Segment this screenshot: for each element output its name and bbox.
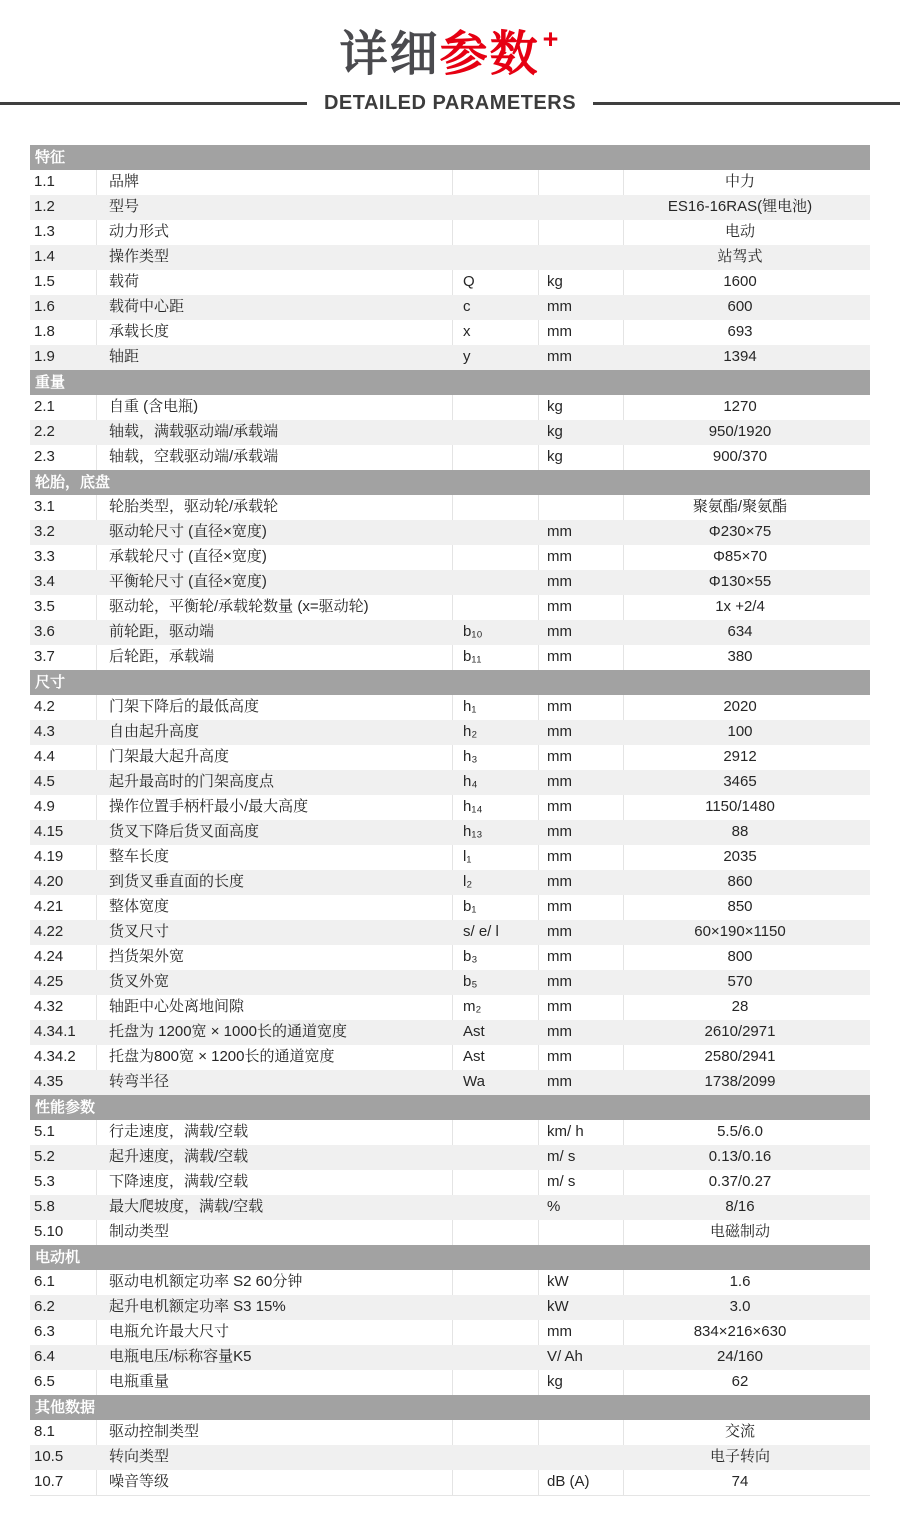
row-description: 平衡轮尺寸 (直径×宽度) — [109, 573, 267, 591]
table-row — [30, 1020, 870, 1045]
table-row — [30, 595, 870, 620]
row-unit: mm — [547, 1073, 572, 1091]
row-unit: mm — [539, 745, 624, 770]
row-index: 6.5 — [30, 1370, 97, 1395]
row-symbol: h₄ — [463, 773, 478, 791]
table-row — [30, 695, 870, 720]
row-symbol — [453, 1145, 539, 1170]
row-symbol — [453, 170, 539, 195]
row-value: 0.13/0.16 — [708, 1148, 772, 1166]
row-index: 6.3 — [30, 1320, 97, 1345]
table-row — [30, 995, 870, 1020]
row-value: Φ130×55 — [708, 573, 772, 591]
plus-icon: + — [542, 24, 561, 54]
section-header: 其他数据 — [30, 1395, 870, 1420]
table-row — [30, 295, 870, 320]
row-description: 动力形式 — [97, 220, 453, 245]
row-description: 货叉外宽 — [109, 973, 170, 991]
row-value: 693 — [727, 323, 753, 341]
row-value: 74 — [731, 1473, 749, 1491]
section-header: 重量 — [30, 370, 870, 395]
row-value: 88 — [731, 823, 749, 841]
row-unit: mm — [539, 595, 624, 620]
row-unit — [539, 220, 624, 245]
row-value: 5.5/6.0 — [717, 1123, 763, 1141]
row-unit: mm — [547, 773, 572, 791]
row-description: 操作类型 — [109, 248, 170, 266]
row-value: 2912 — [723, 748, 757, 766]
row-description: 门架最大起升高度 — [97, 745, 453, 770]
row-symbol — [453, 1345, 539, 1370]
row-description: 整车长度 — [97, 845, 453, 870]
row-symbol — [453, 1370, 539, 1395]
page-title — [0, 24, 900, 82]
row-unit: mm — [547, 973, 572, 991]
table-row — [30, 420, 870, 445]
row-value: 中力 — [724, 173, 755, 191]
row-value: 电磁制动 — [709, 1223, 770, 1241]
row-index: 1.4 — [34, 248, 55, 266]
row-value: 1270 — [723, 398, 757, 416]
row-unit: mm — [539, 995, 624, 1020]
row-description: 制动类型 — [97, 1220, 453, 1245]
table-row — [30, 345, 870, 370]
row-symbol — [453, 520, 539, 545]
row-description: 货叉尺寸 — [109, 923, 170, 941]
row-value: 1.6 — [729, 1273, 751, 1291]
row-index: 4.20 — [34, 873, 64, 891]
row-unit: V/ Ah — [547, 1348, 583, 1366]
row-description: 载荷中心距 — [109, 298, 185, 316]
row-symbol: b₅ — [463, 973, 478, 991]
row-index: 4.9 — [30, 795, 97, 820]
row-unit: m/ s — [547, 1148, 576, 1166]
row-description: 自由起升高度 — [109, 723, 200, 741]
row-index: 4.3 — [34, 723, 55, 741]
row-value: 3.0 — [729, 1298, 751, 1316]
row-index: 4.24 — [30, 945, 97, 970]
row-value: 1150/1480 — [705, 798, 775, 816]
row-value: 聚氨酯/聚氨酯 — [692, 498, 788, 516]
row-symbol — [453, 1420, 539, 1445]
divider-line-right — [593, 102, 900, 105]
row-symbol: Ast — [463, 1023, 485, 1041]
row-description: 门架下降后的最低高度 — [97, 695, 453, 720]
row-value: 电动 — [724, 223, 755, 241]
row-description: 到货叉垂直面的长度 — [109, 873, 245, 891]
row-index: 5.10 — [30, 1220, 97, 1245]
row-unit — [539, 170, 624, 195]
row-value: 0.37/0.27 — [708, 1173, 772, 1191]
table-row — [30, 770, 870, 795]
table-row — [30, 395, 870, 420]
row-index: 2.1 — [30, 395, 97, 420]
table-row — [30, 245, 870, 270]
table-row — [30, 495, 870, 520]
row-unit: mm — [539, 895, 624, 920]
row-symbol: h₂ — [463, 723, 478, 741]
row-unit: kg — [547, 423, 563, 441]
row-description: 电瓶电压/标称容量K5 — [109, 1348, 252, 1366]
row-index: 1.3 — [30, 220, 97, 245]
row-value: 1394 — [723, 348, 757, 366]
row-value: 交流 — [724, 1423, 755, 1441]
row-symbol — [453, 1295, 539, 1320]
row-value: 电子转向 — [709, 1448, 770, 1466]
row-unit: mm — [547, 623, 572, 641]
row-symbol — [453, 1120, 539, 1145]
row-unit: mm — [539, 845, 624, 870]
row-symbol — [453, 420, 539, 445]
row-unit: mm — [547, 523, 572, 541]
row-description: 货叉下降后货叉面高度 — [109, 823, 260, 841]
divider-line-left — [0, 102, 307, 105]
row-value: 834×216×630 — [693, 1323, 787, 1341]
row-unit: m/ s — [539, 1170, 624, 1195]
row-index: 5.2 — [34, 1148, 55, 1166]
row-unit: mm — [539, 320, 624, 345]
row-value: 570 — [727, 973, 753, 991]
table-row — [30, 1270, 870, 1295]
row-value: 600 — [727, 298, 753, 316]
table-row — [30, 970, 870, 995]
row-index: 4.15 — [34, 823, 64, 841]
page-header — [0, 0, 900, 115]
table-row — [30, 170, 870, 195]
row-value: 2020 — [723, 698, 757, 716]
row-symbol — [453, 1220, 539, 1245]
row-unit: mm — [539, 1045, 624, 1070]
row-unit — [539, 1220, 624, 1245]
table-row — [30, 1470, 870, 1495]
row-symbol — [453, 195, 539, 220]
row-description: 整体宽度 — [97, 895, 453, 920]
row-unit: mm — [539, 645, 624, 670]
row-unit: mm — [547, 873, 572, 891]
title-text-dark: 详细 — [339, 28, 440, 81]
row-value: 950/1920 — [708, 423, 772, 441]
row-unit: kg — [539, 445, 624, 470]
row-value: 28 — [731, 998, 749, 1016]
row-value: 60×190×1150 — [694, 923, 786, 941]
row-value: 1738/2099 — [704, 1073, 776, 1091]
section-header: 电动机 — [30, 1245, 870, 1270]
row-unit: mm — [547, 348, 572, 366]
row-symbol: b₁₁ — [453, 645, 539, 670]
row-index: 4.35 — [34, 1073, 64, 1091]
row-symbol — [453, 545, 539, 570]
row-description: 驱动轮，平衡轮/承载轮数量 (x=驱动轮) — [97, 595, 453, 620]
row-symbol: x — [453, 320, 539, 345]
row-symbol: y — [463, 348, 471, 366]
row-value: 2580/2941 — [704, 1048, 776, 1066]
row-symbol: b₃ — [453, 945, 539, 970]
row-unit — [539, 195, 624, 220]
section-header: 尺寸 — [30, 670, 870, 695]
table-row — [30, 845, 870, 870]
row-symbol: h₁₃ — [463, 823, 483, 841]
row-description: 转向类型 — [109, 1448, 170, 1466]
table-row — [30, 1445, 870, 1470]
row-value: 2610/2971 — [704, 1023, 776, 1041]
row-description: 行走速度，满载/空载 — [97, 1120, 453, 1145]
row-unit: mm — [547, 573, 572, 591]
row-index: 3.1 — [30, 495, 97, 520]
table-row — [30, 545, 870, 570]
row-index: 4.4 — [30, 745, 97, 770]
row-value: 850 — [727, 898, 753, 916]
row-index: 10.7 — [30, 1470, 97, 1495]
row-symbol — [453, 1470, 539, 1495]
row-symbol: Q — [453, 270, 539, 295]
row-symbol — [453, 245, 539, 270]
row-value: 634 — [727, 623, 753, 641]
row-value: 860 — [727, 873, 753, 891]
row-value: 380 — [727, 648, 753, 666]
table-row — [30, 745, 870, 770]
row-unit — [539, 1445, 624, 1470]
row-value: 800 — [727, 948, 753, 966]
row-description: 驱动电机额定功率 S2 60分钟 — [97, 1270, 453, 1295]
row-description: 品牌 — [97, 170, 453, 195]
row-value: 100 — [727, 723, 753, 741]
row-symbol: Wa — [463, 1073, 485, 1091]
row-value: 2035 — [723, 848, 757, 866]
row-index: 1.1 — [30, 170, 97, 195]
table-row — [30, 445, 870, 470]
row-index: 1.2 — [34, 198, 55, 216]
row-index: 4.2 — [30, 695, 97, 720]
row-unit: kg — [539, 395, 624, 420]
row-description: 电瓶允许最大尺寸 — [97, 1320, 453, 1345]
row-description: 起升最高时的门架高度点 — [109, 773, 275, 791]
section-header: 轮胎，底盘 — [30, 470, 870, 495]
row-description: 电瓶重量 — [97, 1370, 453, 1395]
table-row — [30, 1370, 870, 1395]
table-row — [30, 870, 870, 895]
section-header: 性能参数 — [30, 1095, 870, 1120]
row-description: 载荷 — [97, 270, 453, 295]
table-row — [30, 1170, 870, 1195]
row-unit: kg — [539, 270, 624, 295]
row-value: 3465 — [723, 773, 757, 791]
row-index: 10.5 — [34, 1448, 64, 1466]
row-index: 4.34.2 — [30, 1045, 97, 1070]
row-value: 900/370 — [712, 448, 768, 466]
table-row — [30, 1070, 870, 1095]
row-symbol: Ast — [453, 1045, 539, 1070]
row-symbol — [453, 495, 539, 520]
row-index: 5.3 — [30, 1170, 97, 1195]
row-symbol: h₁ — [453, 695, 539, 720]
table-row — [30, 895, 870, 920]
row-unit: kg — [539, 1370, 624, 1395]
row-index: 2.2 — [34, 423, 55, 441]
table-row — [30, 920, 870, 945]
row-value: Φ230×75 — [708, 523, 772, 541]
row-description: 轴距中心处离地间隙 — [97, 995, 453, 1020]
row-unit: kW — [539, 1270, 624, 1295]
row-index: 5.1 — [30, 1120, 97, 1145]
page-subtitle: DETAILED PARAMETERS — [323, 92, 577, 115]
row-symbol — [453, 445, 539, 470]
row-symbol: c — [463, 298, 471, 316]
row-description: 最大爬坡度，满载/空载 — [109, 1198, 264, 1216]
row-index: 1.6 — [34, 298, 55, 316]
table-row — [30, 720, 870, 745]
table-row — [30, 1045, 870, 1070]
table-row — [30, 645, 870, 670]
row-index: 4.5 — [34, 773, 55, 791]
table-row — [30, 795, 870, 820]
row-unit: mm — [539, 945, 624, 970]
row-description: 噪音等级 — [97, 1470, 453, 1495]
row-index: 3.6 — [34, 623, 55, 641]
row-unit — [539, 495, 624, 520]
row-index: 6.4 — [34, 1348, 55, 1366]
row-symbol — [453, 1270, 539, 1295]
row-index: 1.8 — [30, 320, 97, 345]
table-row — [30, 1345, 870, 1370]
row-index: 3.7 — [30, 645, 97, 670]
row-unit: km/ h — [539, 1120, 624, 1145]
row-unit: mm — [539, 1320, 624, 1345]
row-index: 4.19 — [30, 845, 97, 870]
row-unit: mm — [539, 545, 624, 570]
row-description: 托盘为 1200宽 × 1000长的通道宽度 — [109, 1023, 348, 1041]
row-description: 轮胎类型，驱动轮/承载轮 — [97, 495, 453, 520]
section-header: 特征 — [30, 145, 870, 170]
row-index: 6.2 — [34, 1298, 55, 1316]
row-unit: kW — [547, 1298, 569, 1316]
row-description: 下降速度，满载/空载 — [97, 1170, 453, 1195]
row-description: 轴载，满载驱动端/承载端 — [109, 423, 279, 441]
table-row — [30, 1145, 870, 1170]
table-row — [30, 570, 870, 595]
row-description: 承载长度 — [97, 320, 453, 345]
row-index: 4.34.1 — [34, 1023, 76, 1041]
row-description: 自重 (含电瓶) — [97, 395, 453, 420]
row-symbol: b₁₀ — [463, 623, 483, 641]
row-symbol — [453, 395, 539, 420]
row-unit: mm — [547, 923, 572, 941]
row-index: 3.4 — [34, 573, 55, 591]
row-symbol: h₃ — [453, 745, 539, 770]
row-value: 62 — [731, 1373, 749, 1391]
subtitle-row — [0, 92, 900, 115]
spec-table — [30, 145, 870, 1496]
row-value: 1600 — [723, 273, 757, 291]
row-unit: mm — [547, 823, 572, 841]
row-index: 5.8 — [34, 1198, 55, 1216]
row-description: 后轮距，承载端 — [97, 645, 453, 670]
row-symbol: h₁₄ — [453, 795, 539, 820]
table-row — [30, 270, 870, 295]
row-unit: mm — [547, 723, 572, 741]
row-symbol — [453, 595, 539, 620]
row-description: 驱动轮尺寸 (直径×宽度) — [109, 523, 267, 541]
row-value: 24/160 — [717, 1348, 763, 1366]
row-symbol: m₂ — [453, 995, 539, 1020]
row-value: 8/16 — [725, 1198, 755, 1216]
table-row — [30, 220, 870, 245]
row-unit: mm — [539, 695, 624, 720]
table-row — [30, 945, 870, 970]
row-unit: % — [547, 1198, 561, 1216]
row-symbol — [453, 1170, 539, 1195]
row-description: 轴距 — [109, 348, 140, 366]
row-unit: mm — [547, 298, 572, 316]
row-symbol — [453, 570, 539, 595]
row-index: 3.5 — [30, 595, 97, 620]
row-index: 1.5 — [30, 270, 97, 295]
table-row — [30, 320, 870, 345]
row-index: 3.3 — [30, 545, 97, 570]
row-description: 托盘为800宽 × 1200长的通道宽度 — [97, 1045, 453, 1070]
row-unit: mm — [547, 1023, 572, 1041]
row-value: ES16-16RAS(锂电池) — [667, 198, 813, 216]
row-value: 站驾式 — [717, 248, 763, 266]
row-index: 2.3 — [30, 445, 97, 470]
table-row — [30, 195, 870, 220]
row-description: 挡货架外宽 — [97, 945, 453, 970]
row-index: 4.25 — [34, 973, 64, 991]
table-row — [30, 620, 870, 645]
row-description: 型号 — [109, 198, 140, 216]
row-unit: dB (A) — [539, 1470, 624, 1495]
row-symbol — [453, 1445, 539, 1470]
table-row — [30, 1195, 870, 1220]
row-description: 起升电机额定功率 S3 15% — [109, 1298, 286, 1316]
title-text-red: 参数 — [439, 28, 540, 81]
table-row — [30, 1320, 870, 1345]
row-symbol — [453, 1320, 539, 1345]
row-index: 4.21 — [30, 895, 97, 920]
row-value: 1x +2/4 — [715, 598, 765, 616]
row-index: 1.9 — [34, 348, 55, 366]
row-index: 4.32 — [30, 995, 97, 1020]
row-description: 转弯半径 — [109, 1073, 170, 1091]
row-index: 3.2 — [34, 523, 55, 541]
row-description: 轴载，空载驱动端/承载端 — [97, 445, 453, 470]
row-index: 6.1 — [30, 1270, 97, 1295]
row-unit — [539, 245, 624, 270]
row-description: 起升速度，满载/空载 — [109, 1148, 249, 1166]
row-description: 驱动控制类型 — [97, 1420, 453, 1445]
row-symbol: l₂ — [463, 873, 473, 891]
row-unit — [539, 1420, 624, 1445]
table-row — [30, 1420, 870, 1445]
table-row — [30, 520, 870, 545]
table-row — [30, 1295, 870, 1320]
row-value: Φ85×70 — [712, 548, 768, 566]
row-unit: mm — [539, 795, 624, 820]
table-row — [30, 1120, 870, 1145]
row-symbol: l₁ — [453, 845, 539, 870]
row-description: 操作位置手柄杆最小/最大高度 — [97, 795, 453, 820]
row-symbol — [453, 1195, 539, 1220]
row-symbol: b₁ — [453, 895, 539, 920]
row-index: 4.22 — [34, 923, 64, 941]
row-symbol — [453, 220, 539, 245]
row-index: 8.1 — [30, 1420, 97, 1445]
row-symbol: s/ e/ l — [463, 923, 499, 941]
row-description: 前轮距，驱动端 — [109, 623, 215, 641]
table-row — [30, 820, 870, 845]
row-description: 承载轮尺寸 (直径×宽度) — [97, 545, 453, 570]
table-row — [30, 1220, 870, 1245]
